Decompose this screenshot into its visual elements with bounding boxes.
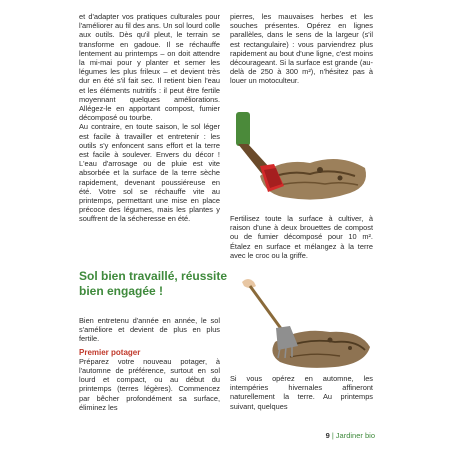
subheading-premier-potager: Premier potager	[79, 347, 141, 357]
footer-separator: |	[331, 431, 334, 440]
book-title: Jardiner bio	[335, 431, 375, 440]
spade-digging-illustration	[230, 108, 373, 206]
section-heading: Sol bien travaillé, réussite bien engagée !	[79, 269, 228, 298]
fork-compost-illustration	[230, 272, 373, 370]
paragraph-intro: Bien entretenu d'année en année, le sol s'améliore et devient de plus en plus fertile.	[79, 316, 220, 344]
column-right-bottom	[230, 374, 373, 411]
page-footer	[300, 431, 375, 440]
paragraph-soil-light: Au contraire, en toute saison, le sol léger est facile à travailler et entretenir : les outils s'y enfoncent sans effort et la terre est facile à soulever. Envers du décor ! L'eau d'arrosage ou de pluie est vite absorbée et la surface de la terre sèche rapidement, devenant poussiéreuse en été. Votre sol se réchauffe vite au printemps, permettant une mise en place précoce des légumes, mais les plantes y souffrent de la sécheresse en été.	[79, 122, 220, 224]
paragraph-preparation-cont: pierres, les mauvaises herbes et les souches présentes. Opérez en lignes parallèles, dans le sens de la largeur (s'il est rectangulaire) : vous parviendrez plus rapidement au bout d'une ligne, c'est moins décourageant. Si la surface est grande (au-delà de 250 à 300 m²), n'hésitez pas à louer un motoculteur.	[230, 12, 373, 86]
column-left-top	[79, 12, 220, 224]
column-left-bottom	[79, 316, 220, 412]
paragraph-premier-potager: Préparez votre nouveau potager, à l'automne de préférence, surtout en sol lourd et compact, ou au début du printemps (terres légères). Commencez par bêcher profondément sa surface, éliminez les	[79, 356, 220, 412]
column-right-top	[230, 12, 373, 86]
paragraph-soil-heavy: et d'adapter vos pratiques culturales pour l'améliorer au fil des ans. Un sol lourd colle aux outils. Dès qu'il pleut, le terrain se transforme en gadoue. Il se réchauffe lentement au printemps – on doit attendre la mi-mai pour y planter et semer les légumes les plus frileux – et devient très dur en été s'il fait sec. Il retient bien l'eau et les éléments nutritifs : il peut être fertile moyennant quelques améliorations. Allégez-le en apportant compost, fumier décomposé ou tourbe.	[79, 12, 220, 123]
paragraph-autumn: Si vous opérez en automne, les intempéries hivernales affineront naturellement la terre. Au printemps suivant, quelques	[230, 374, 373, 411]
caption-text: Fertilisez toute la surface à cultiver, à raison d'une à deux brouettes de compost ou de fumier décomposé pour 10 m². Étalez en surface et mélangez à la terre avec le croc ou la griffe.	[230, 214, 373, 260]
page-number: 9	[325, 431, 330, 440]
caption-fertilize	[230, 214, 373, 260]
